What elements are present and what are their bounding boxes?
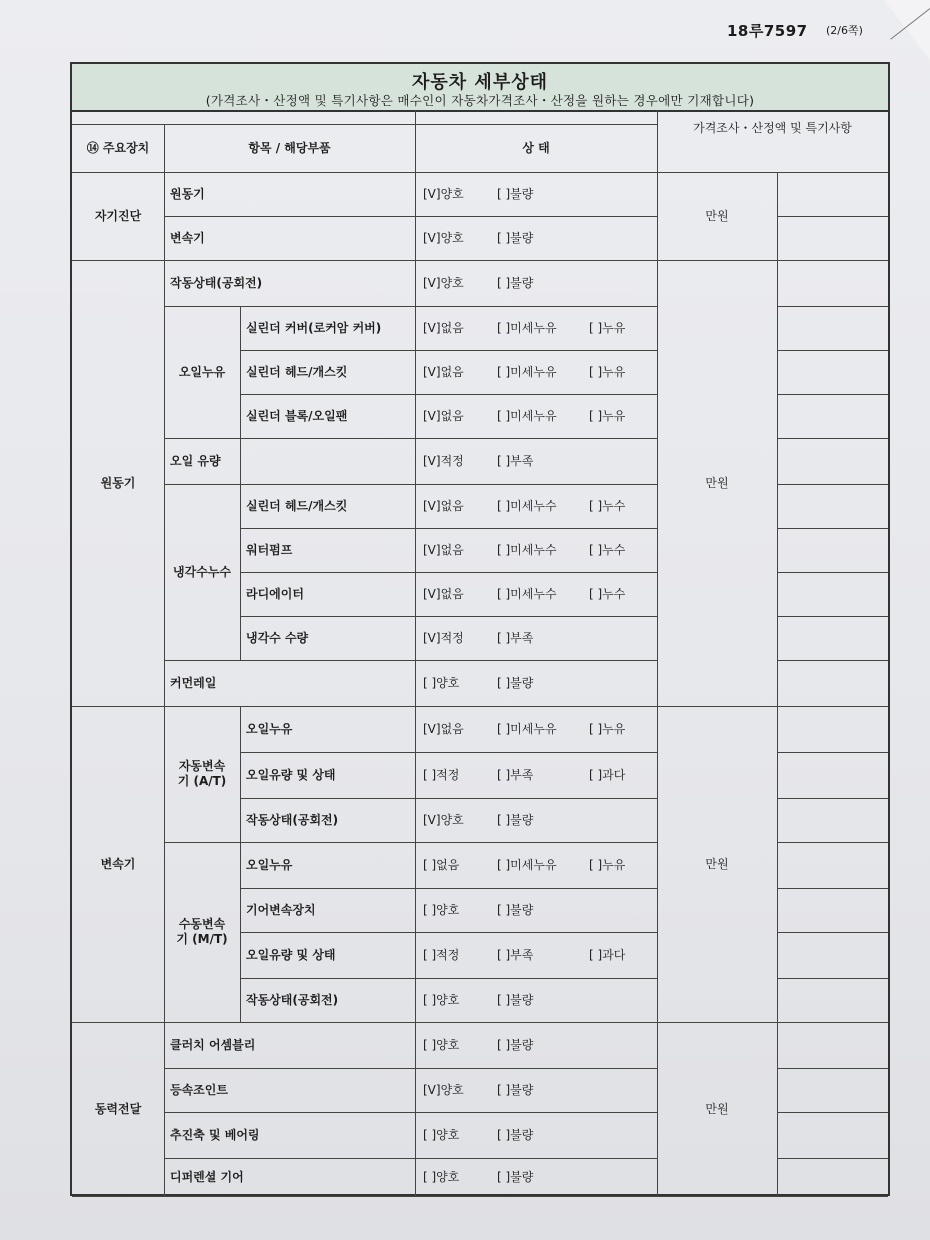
status-checkbox-opt2[interactable]: [ ]불량 (497, 186, 534, 201)
status-checkbox-opt1[interactable]: [V]없음 (423, 408, 464, 423)
status-checkbox-opt1[interactable]: [V]적정 (423, 453, 464, 468)
grid-line (777, 888, 888, 889)
status-checkbox-opt3[interactable]: [ ]누유 (589, 857, 626, 872)
status-checkbox-opt1[interactable]: [V]없음 (423, 721, 464, 736)
status-checkbox-opt3[interactable]: [ ]누유 (589, 320, 626, 335)
status-options (423, 394, 657, 438)
status-options (423, 1112, 657, 1158)
grid-line (777, 438, 888, 439)
grid-line (777, 528, 888, 529)
status-checkbox-opt2[interactable]: [ ]불량 (497, 1082, 534, 1097)
grid-line (164, 842, 240, 843)
status-options (423, 932, 657, 978)
status-checkbox-opt1[interactable]: [V]양호 (423, 812, 464, 827)
grid-line (415, 216, 416, 260)
status-checkbox-opt2[interactable]: [ ]불량 (497, 1169, 534, 1184)
col-header-notes: 가격조사・산정액 및 특기사항 (693, 120, 852, 135)
grid-line (415, 888, 416, 932)
grid-line (777, 1112, 888, 1113)
grid-line (240, 706, 241, 1022)
status-options (423, 350, 657, 394)
grid-line (777, 660, 888, 661)
grid-line (415, 124, 657, 125)
grid-line (777, 1158, 888, 1159)
status-checkbox-opt2[interactable]: [ ]부족 (497, 630, 534, 645)
section-label-transmission: 변속기 (100, 856, 136, 871)
status-options (423, 616, 657, 660)
status-checkbox-opt2[interactable]: [ ]미세누유 (497, 857, 557, 872)
sub-label-coolant-leak: 냉각수누수 (173, 564, 231, 579)
item-engine-5: 실린더 헤드/개스킷 (246, 498, 348, 513)
status-checkbox-opt2[interactable]: [ ]미세누유 (497, 364, 557, 379)
status-checkbox-opt1[interactable]: [V]양호 (423, 230, 464, 245)
grid-line (777, 752, 888, 753)
item-engine-2: 실린더 헤드/개스킷 (246, 364, 348, 379)
section-label-self_diag: 자기진단 (94, 208, 142, 223)
notes-unit-power[interactable]: 만원 (705, 1101, 729, 1116)
grid-line (777, 842, 888, 843)
status-options (423, 216, 657, 260)
status-checkbox-opt3[interactable]: [ ]누수 (589, 498, 626, 513)
status-options (423, 438, 657, 484)
status-checkbox-opt3[interactable]: [ ]누유 (589, 408, 626, 423)
item-power-2: 추진축 및 베어링 (170, 1127, 260, 1142)
status-checkbox-opt2[interactable]: [ ]미세누유 (497, 320, 557, 335)
item-self_diag-1: 변속기 (170, 230, 205, 245)
grid-line (415, 306, 416, 350)
status-checkbox-opt2[interactable]: [ ]불량 (497, 902, 534, 917)
grid-line (415, 798, 416, 842)
form-subtitle: (가격조사・산정액 및 특기사항은 매수인이 자동차가격조사・산정을 원하는 경우에만 기재합니다) (205, 93, 755, 108)
grid-line (415, 484, 416, 528)
grid-line (72, 124, 164, 125)
grid-line (415, 616, 416, 660)
status-checkbox-opt1[interactable]: [ ]양호 (423, 675, 460, 690)
status-checkbox-opt3[interactable]: [ ]과다 (589, 947, 626, 962)
status-options (423, 842, 657, 888)
item-power-3: 디퍼렌셜 기어 (170, 1169, 244, 1184)
sub-label-oil-leak: 오일누유 (178, 364, 226, 379)
status-checkbox-opt3[interactable]: [ ]누유 (589, 721, 626, 736)
status-checkbox-opt2[interactable]: [ ]부족 (497, 767, 534, 782)
item-engine-3: 실린더 블록/오일팬 (246, 408, 348, 423)
status-checkbox-opt1[interactable]: [ ]없음 (423, 857, 460, 872)
item-engine-1: 실린더 커버(로커암 커버) (246, 320, 382, 335)
grid-line (777, 306, 888, 307)
grid-line (777, 572, 888, 573)
grid-line (415, 260, 416, 306)
status-checkbox-opt2[interactable]: [ ]미세누수 (497, 498, 557, 513)
grid-line (777, 932, 888, 933)
item-transmission-2: 작동상태(공회전) (246, 812, 339, 827)
item-transmission-4: 기어변속장치 (246, 902, 316, 917)
item-engine-0: 작동상태(공회전) (170, 275, 263, 290)
status-checkbox-opt1[interactable]: [V]없음 (423, 498, 464, 513)
grid-line (164, 484, 657, 485)
sub-label-automatic: 자동변속기 (A/T) (177, 759, 227, 788)
status-options (423, 260, 657, 306)
item-engine-8: 냉각수 수량 (246, 630, 309, 645)
grid-line (415, 528, 416, 572)
grid-line (415, 706, 416, 752)
item-engine-7: 라디에이터 (246, 586, 304, 601)
status-checkbox-opt2[interactable]: [ ]불량 (497, 1037, 534, 1052)
grid-line (777, 260, 888, 261)
grid-line (415, 660, 416, 706)
section-label-engine: 원동기 (100, 475, 136, 490)
grid-line (415, 932, 416, 978)
notes-unit-transmission[interactable]: 만원 (705, 856, 729, 871)
status-checkbox-opt2[interactable]: [ ]불량 (497, 230, 534, 245)
grid-line (415, 1158, 416, 1196)
document-number: 18루7597 (727, 22, 808, 40)
item-transmission-0: 오일누유 (246, 721, 293, 736)
status-checkbox-opt2[interactable]: [ ]미세누유 (497, 408, 557, 423)
grid-line (777, 350, 888, 351)
grid-line (415, 1068, 416, 1112)
status-checkbox-opt1[interactable]: [V]양호 (423, 1082, 464, 1097)
status-options (423, 706, 657, 752)
grid-line (415, 1022, 416, 1068)
grid-line (164, 1022, 165, 1196)
grid-line (415, 1112, 416, 1158)
item-transmission-5: 오일유량 및 상태 (246, 947, 336, 962)
grid-line (415, 572, 416, 616)
grid-line (415, 110, 416, 172)
status-options (423, 572, 657, 616)
status-checkbox-opt1[interactable]: [ ]적정 (423, 767, 460, 782)
item-transmission-6: 작동상태(공회전) (246, 992, 339, 1007)
grid-line (777, 1022, 888, 1023)
grid-line (777, 798, 888, 799)
grid-line (415, 438, 416, 484)
item-power-0: 클러치 어셈블리 (170, 1037, 256, 1052)
form-title: 자동차 세부상태 (412, 72, 548, 93)
notes-unit-self_diag[interactable]: 만원 (705, 208, 729, 223)
grid-line (415, 394, 416, 438)
sub-label-manual: 수동변속기 (M/T) (176, 917, 228, 946)
status-options (423, 798, 657, 842)
status-checkbox-opt1[interactable]: [V]없음 (423, 364, 464, 379)
col-header-main-device: ⑭ 주요장치 (86, 140, 150, 155)
status-checkbox-opt1[interactable]: [ ]양호 (423, 1037, 460, 1052)
grid-line (164, 660, 657, 661)
grid-line (415, 350, 416, 394)
item-engine-4: 오일 유량 (170, 453, 221, 468)
page-indicator: (2/6쪽) (826, 24, 863, 37)
status-options (423, 888, 657, 932)
status-checkbox-opt1[interactable]: [ ]양호 (423, 902, 460, 917)
status-checkbox-opt1[interactable]: [ ]양호 (423, 1127, 460, 1142)
status-checkbox-opt1[interactable]: [V]양호 (423, 275, 464, 290)
status-options (423, 1068, 657, 1112)
status-options (423, 752, 657, 798)
status-options (423, 978, 657, 1022)
grid-line (415, 172, 416, 216)
status-checkbox-opt3[interactable]: [ ]과다 (589, 767, 626, 782)
grid-line (777, 484, 888, 485)
status-options (423, 528, 657, 572)
grid-line (777, 1196, 888, 1197)
status-checkbox-opt2[interactable]: [ ]부족 (497, 453, 534, 468)
grid-line (164, 124, 415, 125)
col-header-item: 항목 / 해당부품 (248, 140, 331, 155)
grid-line (240, 306, 241, 660)
item-power-1: 등속조인트 (170, 1082, 228, 1097)
status-checkbox-opt3[interactable]: [ ]누수 (589, 542, 626, 557)
section-label-power: 동력전달 (94, 1101, 142, 1116)
status-checkbox-opt2[interactable]: [ ]부족 (497, 947, 534, 962)
grid-line (777, 394, 888, 395)
status-checkbox-opt2[interactable]: [ ]미세누유 (497, 721, 557, 736)
vehicle-condition-form (70, 62, 890, 1196)
status-checkbox-opt2[interactable]: [ ]불량 (497, 992, 534, 1007)
item-engine-6: 워터펌프 (246, 542, 293, 557)
item-engine-9: 커먼레일 (170, 675, 217, 690)
grid-line (415, 842, 416, 888)
grid-line (72, 1196, 888, 1197)
grid-line (164, 124, 165, 172)
grid-line (777, 260, 778, 706)
status-checkbox-opt3[interactable]: [ ]누유 (589, 364, 626, 379)
status-checkbox-opt1[interactable]: [ ]양호 (423, 992, 460, 1007)
grid-line (777, 1022, 778, 1196)
status-options (423, 1022, 657, 1068)
grid-line (777, 616, 888, 617)
status-checkbox-opt1[interactable]: [ ]적정 (423, 947, 460, 962)
status-checkbox-opt2[interactable]: [ ]불량 (497, 1127, 534, 1142)
status-checkbox-opt3[interactable]: [ ]누수 (589, 586, 626, 601)
status-options (423, 306, 657, 350)
status-checkbox-opt2[interactable]: [ ]미세누수 (497, 542, 557, 557)
grid-line (777, 706, 888, 707)
grid-line (415, 752, 416, 798)
notes-unit-engine[interactable]: 만원 (705, 475, 729, 490)
grid-line (164, 438, 240, 439)
status-options (423, 1158, 657, 1196)
status-checkbox-opt2[interactable]: [ ]불량 (497, 812, 534, 827)
grid-line (777, 706, 778, 1022)
status-checkbox-opt1[interactable]: [V]없음 (423, 586, 464, 601)
status-options (423, 172, 657, 216)
status-checkbox-opt2[interactable]: [ ]미세누수 (497, 586, 557, 601)
status-checkbox-opt2[interactable]: [ ]불량 (497, 675, 534, 690)
status-options (423, 660, 657, 706)
grid-line (164, 172, 165, 260)
item-transmission-1: 오일유량 및 상태 (246, 767, 336, 782)
col-header-status: 상 태 (522, 140, 550, 155)
item-transmission-3: 오일누유 (246, 857, 293, 872)
folded-corner (884, 0, 930, 60)
item-self_diag-0: 원동기 (170, 186, 205, 201)
status-checkbox-opt1[interactable]: [ ]양호 (423, 1169, 460, 1184)
status-checkbox-opt1[interactable]: [V]적정 (423, 630, 464, 645)
status-checkbox-opt1[interactable]: [V]없음 (423, 320, 464, 335)
grid-line (777, 1068, 888, 1069)
grid-line (777, 978, 888, 979)
status-checkbox-opt1[interactable]: [V]없음 (423, 542, 464, 557)
status-checkbox-opt1[interactable]: [V]양호 (423, 186, 464, 201)
title-band (72, 64, 888, 112)
status-checkbox-opt2[interactable]: [ ]불량 (497, 275, 534, 290)
grid-line (415, 978, 416, 1022)
grid-line (777, 216, 888, 217)
status-options (423, 484, 657, 528)
